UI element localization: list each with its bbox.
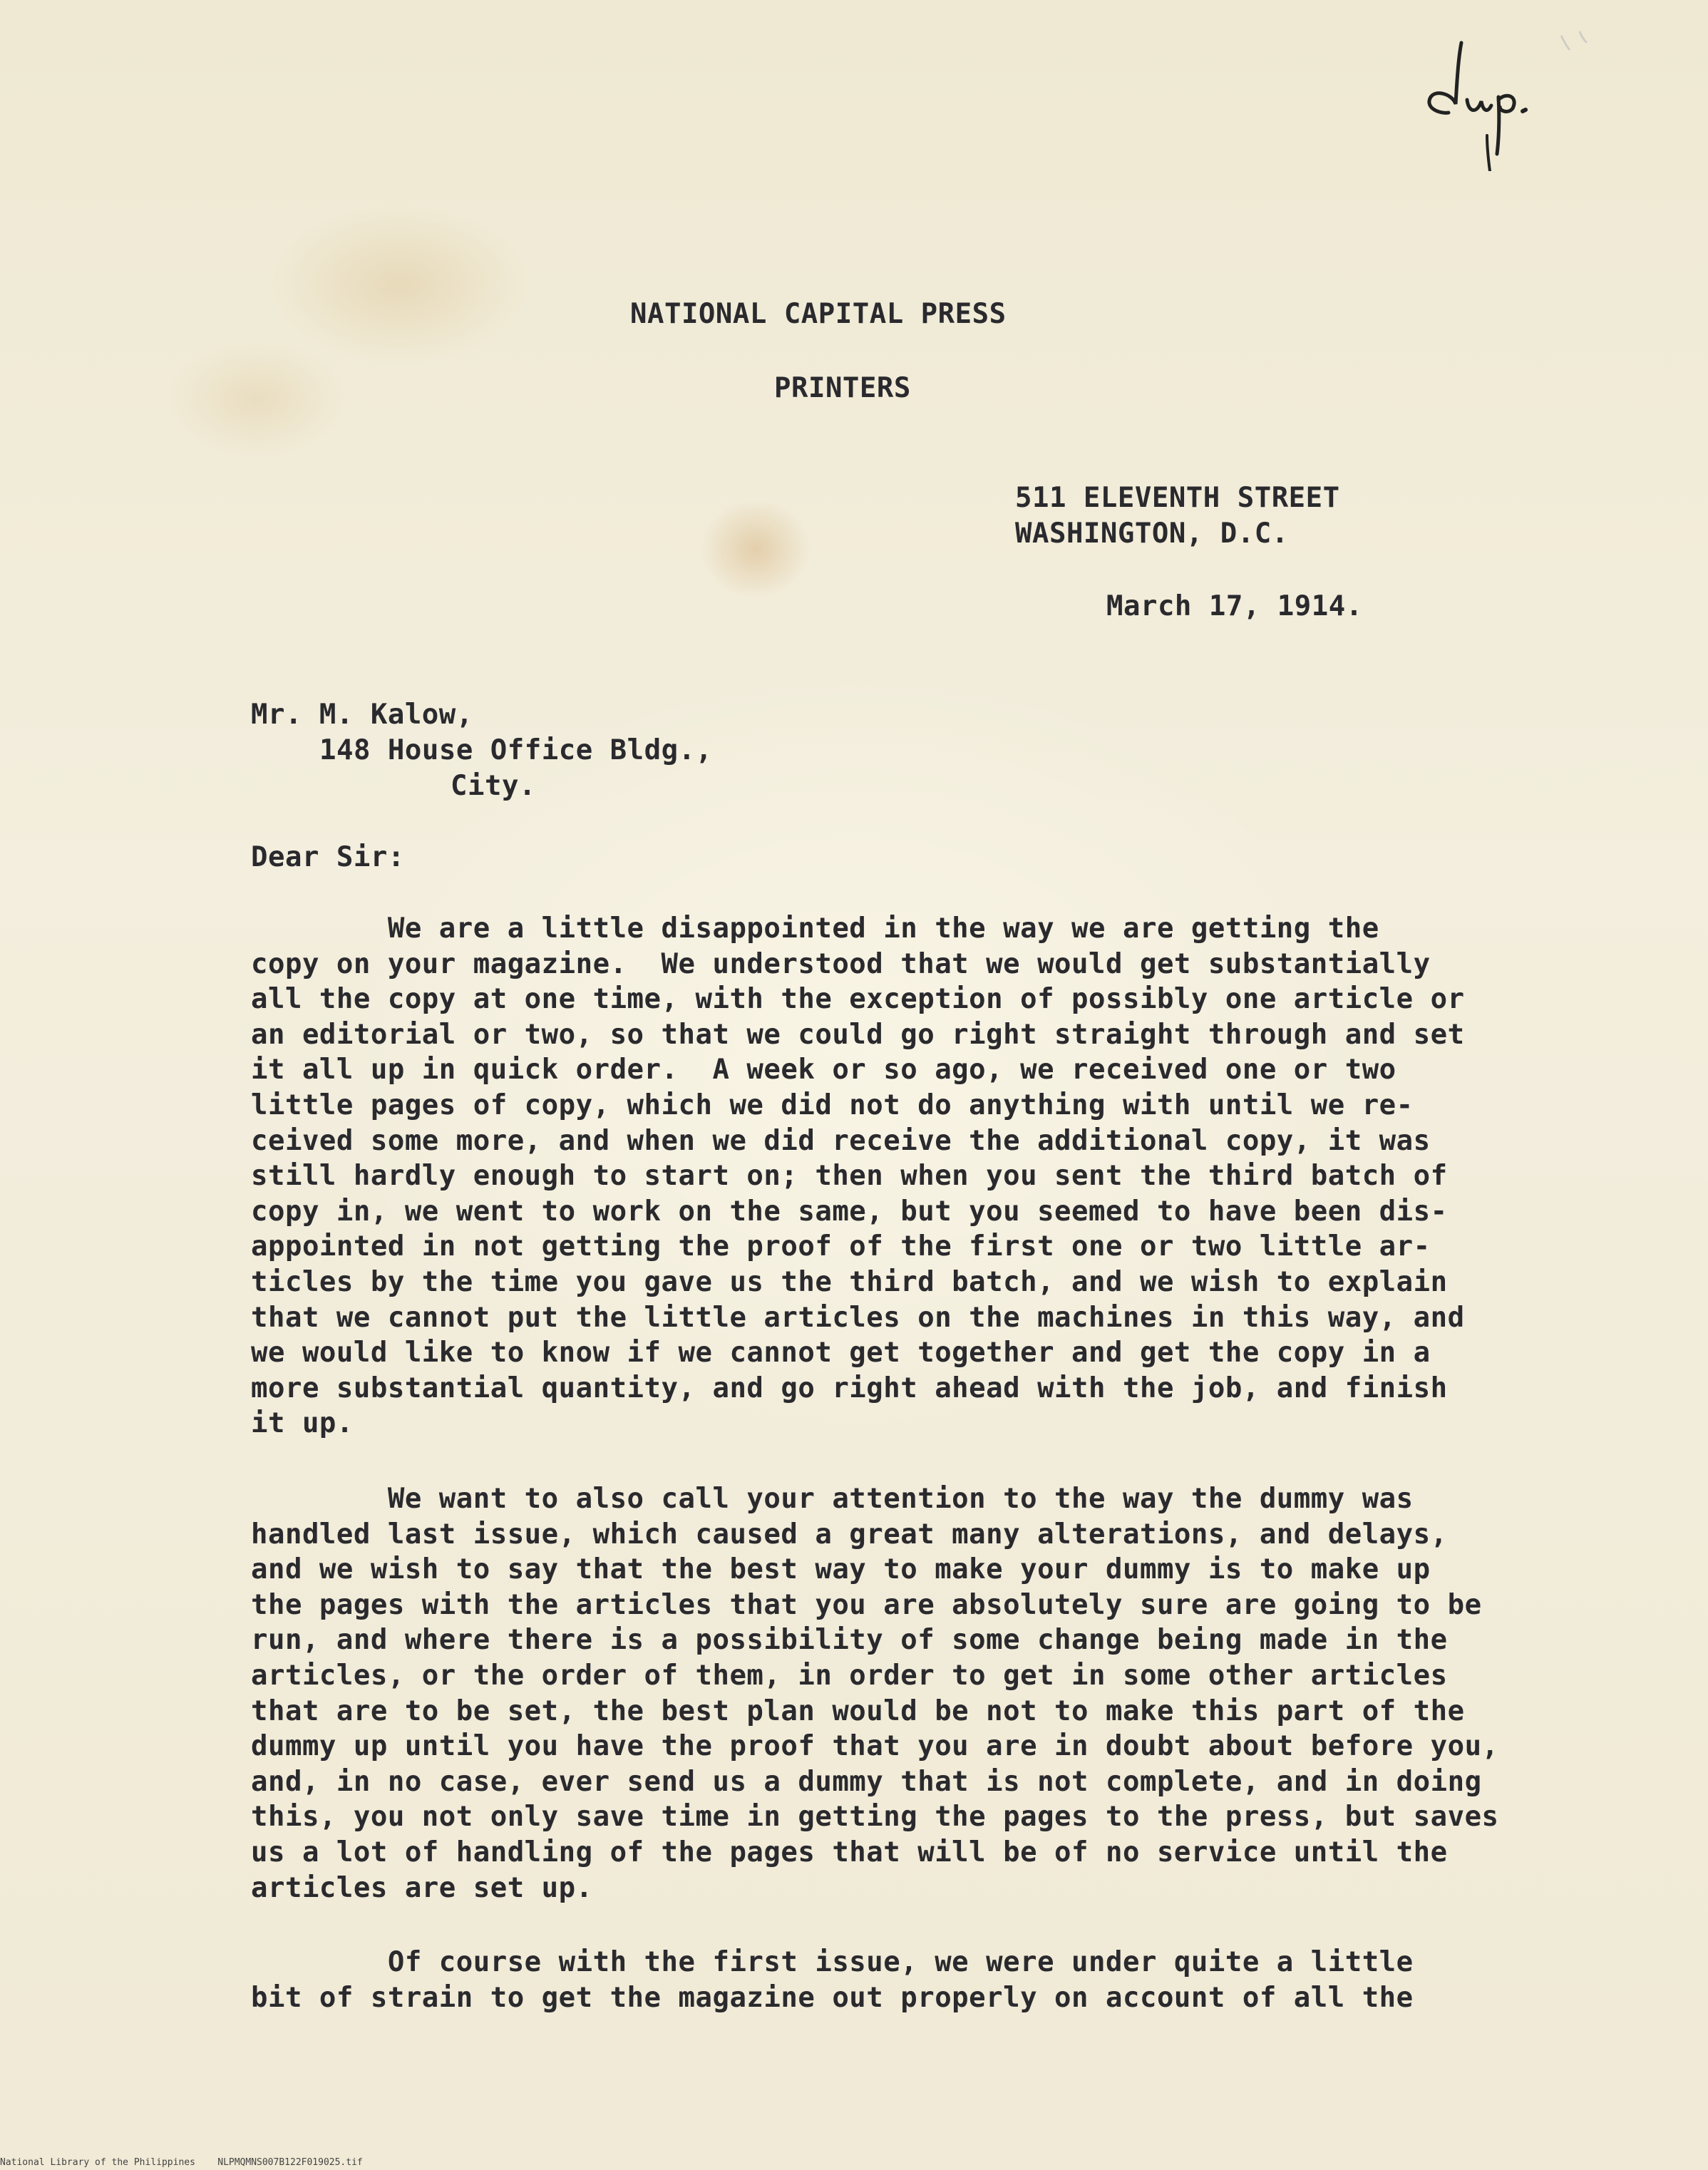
paragraph-line: articles, or the order of them, in order to get in some other articles xyxy=(251,1659,1448,1692)
paragraph-line: that we cannot put the little articles on the machines in this way, and xyxy=(251,1301,1465,1334)
paragraph-line: still hardly enough to start on; then when you sent the third batch of xyxy=(251,1160,1448,1193)
paragraph-line: Of course with the first issue, we were under quite a little xyxy=(251,1946,1414,1978)
paragraph-line: us a lot of handling of the pages that will be of no service until the xyxy=(251,1836,1448,1868)
paragraph-line: appointed in not getting the proof of the first one or two little ar- xyxy=(251,1230,1431,1263)
paragraph-line: it all up in quick order. A week or so ago, we received one or two xyxy=(251,1054,1396,1086)
paragraph-line: articles are set up. xyxy=(251,1871,593,1904)
letterhead-subtitle: PRINTERS xyxy=(774,372,911,404)
paragraph-line: We are a little disappointed in the way we are getting the xyxy=(251,912,1379,945)
archive-footer: National Library of the Philippines NLPMQMNS007B122F019025.tif xyxy=(0,2157,363,2168)
paragraph-line: more substantial quantity, and go right ahead with the job, and finish xyxy=(251,1372,1448,1404)
paragraph-line: it up. xyxy=(251,1407,354,1440)
paragraph-line: little pages of copy, which we did not do anything with until we re- xyxy=(251,1089,1414,1121)
paragraph-line: we would like to know if we cannot get together and get the copy in a xyxy=(251,1337,1431,1369)
paragraph-line: ceived some more, and when we did receive the additional copy, it was xyxy=(251,1124,1431,1157)
salutation: Dear Sir: xyxy=(251,841,405,873)
paragraph-line: copy in, we went to work on the same, but you seemed to have been dis- xyxy=(251,1195,1448,1228)
paragraph-line: and, in no case, ever send us a dummy that is not complete, and in doing xyxy=(251,1765,1482,1798)
paragraph-line: and we wish to say that the best way to make your dummy is to make up xyxy=(251,1553,1431,1586)
letterhead-company: NATIONAL CAPITAL PRESS xyxy=(630,298,1007,330)
paragraph-2 xyxy=(251,1481,1591,1906)
paragraph-line: that are to be set, the best plan would be not to make this part of the xyxy=(251,1695,1465,1727)
paragraph-line: run, and where there is a possibility of some change being made in the xyxy=(251,1624,1448,1657)
paragraph-line: ticles by the time you gave us the third batch, and we wish to explain xyxy=(251,1265,1448,1298)
address-line-city: WASHINGTON, D.C. xyxy=(1015,518,1289,550)
letter-date: March 17, 1914. xyxy=(1106,590,1363,622)
paragraph-line: We want to also call your attention to the way the dummy was xyxy=(251,1483,1414,1515)
recipient-city: City. xyxy=(451,770,536,802)
handwritten-annotation xyxy=(1411,29,1597,171)
paragraph-line: bit of strain to get the magazine out properly on account of all the xyxy=(251,1981,1414,2014)
paragraph-line: this, you not only save time in getting the pages to the press, but saves xyxy=(251,1801,1499,1834)
paragraph-line: dummy up until you have the proof that you are in doubt about before you, xyxy=(251,1730,1499,1763)
recipient-name: Mr. M. Kalow, xyxy=(251,699,473,731)
paragraph-line: an editorial or two, so that we could go right straight through and set xyxy=(251,1018,1465,1051)
paragraph-line: copy on your magazine. We understood that we would get substantially xyxy=(251,947,1431,980)
paragraph-3 xyxy=(251,1945,1591,2015)
address-line-street: 511 ELEVENTH STREET xyxy=(1015,482,1340,514)
paragraph-line: the pages with the articles that you are absolutely sure are going to be xyxy=(251,1588,1482,1621)
recipient-address: 148 House Office Bldg., xyxy=(319,734,713,766)
paragraph-1 xyxy=(251,911,1591,1441)
paragraph-line: handled last issue, which caused a great many alterations, and delays, xyxy=(251,1518,1448,1551)
paragraph-line: all the copy at one time, with the exception of possibly one article or xyxy=(251,983,1465,1016)
